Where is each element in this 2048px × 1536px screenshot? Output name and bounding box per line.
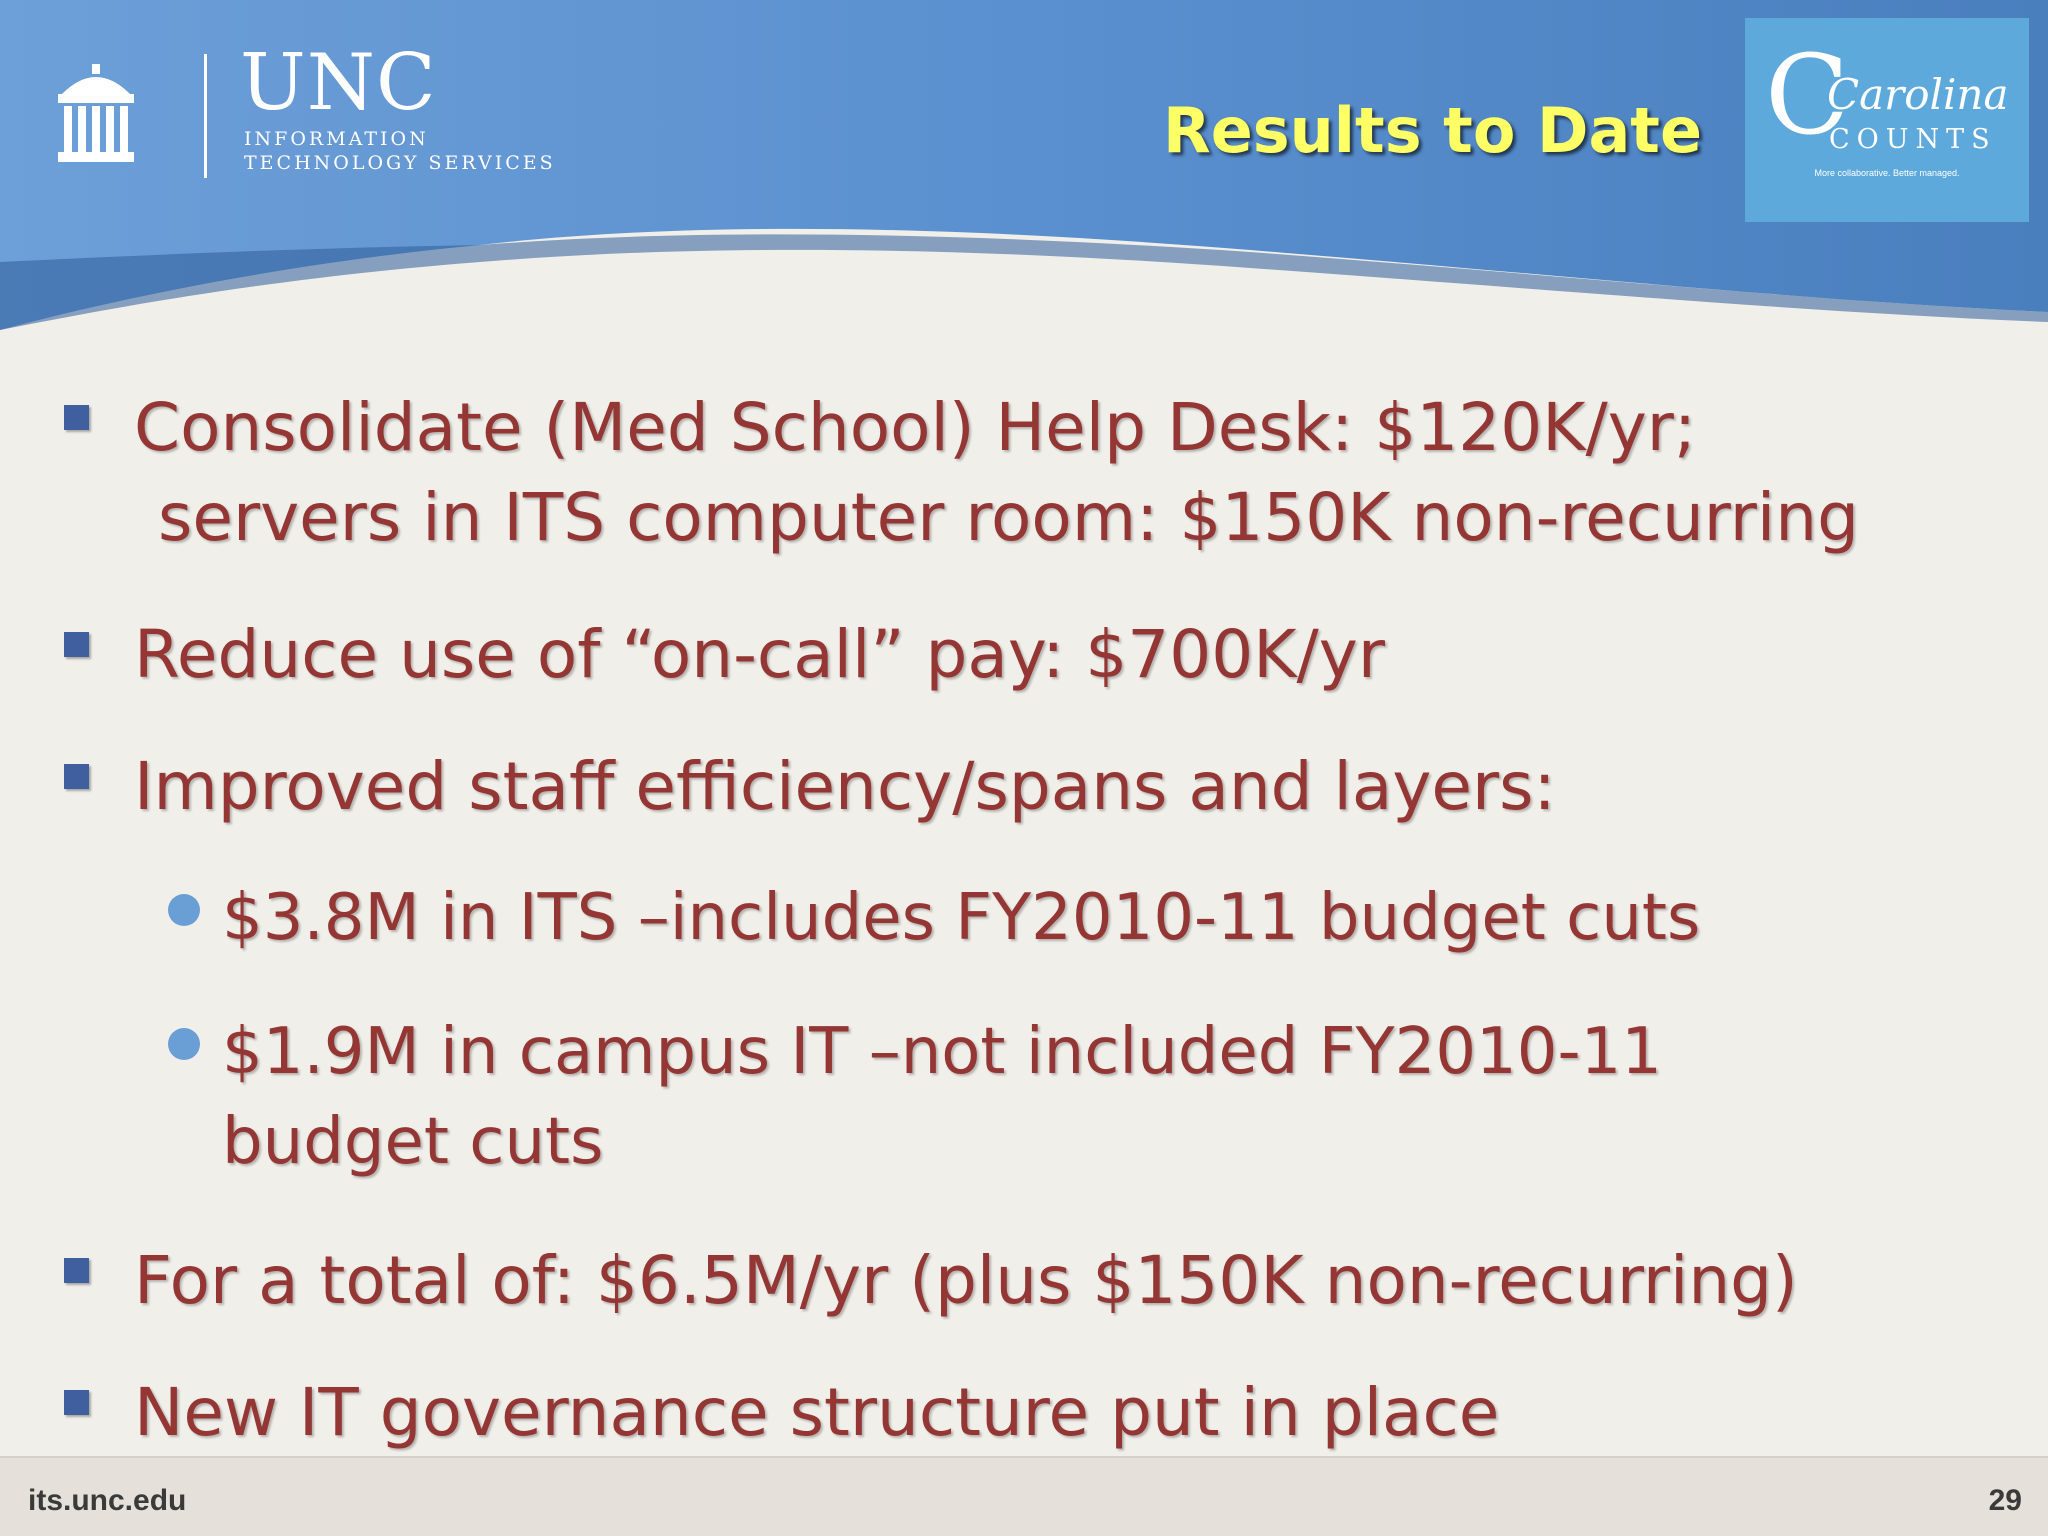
square-bullet-icon <box>64 1258 89 1283</box>
unc-wordmark: UNC <box>240 38 437 128</box>
old-well-icon <box>56 60 136 170</box>
bullet-text-line: New IT governance structure put in place <box>134 1374 1500 1451</box>
square-bullet-icon <box>64 764 89 789</box>
unc-its-logo <box>52 38 572 182</box>
circle-bullet-icon <box>168 1028 200 1060</box>
page-number: 29 <box>1988 1484 2022 1517</box>
bullet-text-line: servers in ITS computer room: $150K non-recurring <box>158 479 1859 556</box>
its-line-information: INFORMATION <box>244 128 429 150</box>
bullet-text-line: Improved staff efficiency/spans and layers: <box>134 748 1556 825</box>
sub-bullet-text-line: $3.8M in ITS –includes FY2010-11 budget cuts <box>222 881 1701 955</box>
carolina-counts-word1: Carolina <box>1827 70 2009 119</box>
carolina-counts-logo <box>1745 18 2029 222</box>
carolina-counts-tagline: More collaborative. Better managed. <box>1814 168 1960 178</box>
bullet-text-line: Consolidate (Med School) Help Desk: $120K/yr; <box>134 389 1697 466</box>
footer-url: its.unc.edu <box>28 1484 187 1517</box>
carolina-counts-c-glyph: C <box>1765 31 1850 159</box>
square-bullet-icon <box>64 1390 89 1415</box>
carolina-counts-word2: COUNTS <box>1829 124 1997 155</box>
circle-bullet-icon <box>168 894 200 926</box>
bullet-text-line: For a total of: $6.5M/yr (plus $150K non-recurring) <box>134 1242 1798 1319</box>
square-bullet-icon <box>64 405 89 430</box>
bullet-text-line: Reduce use of “on-call” pay: $700K/yr <box>134 616 1385 693</box>
footer-bar <box>0 1456 2048 1536</box>
its-line-technology-services: TECHNOLOGY SERVICES <box>244 152 556 174</box>
square-bullet-icon <box>64 632 89 657</box>
slide-title: Results to Date <box>1162 94 1702 167</box>
sub-bullet-text-line: $1.9M in campus IT –not included FY2010-11 <box>222 1015 1662 1089</box>
sub-bullet-text-line: budget cuts <box>222 1105 604 1179</box>
logo-divider <box>204 54 207 178</box>
